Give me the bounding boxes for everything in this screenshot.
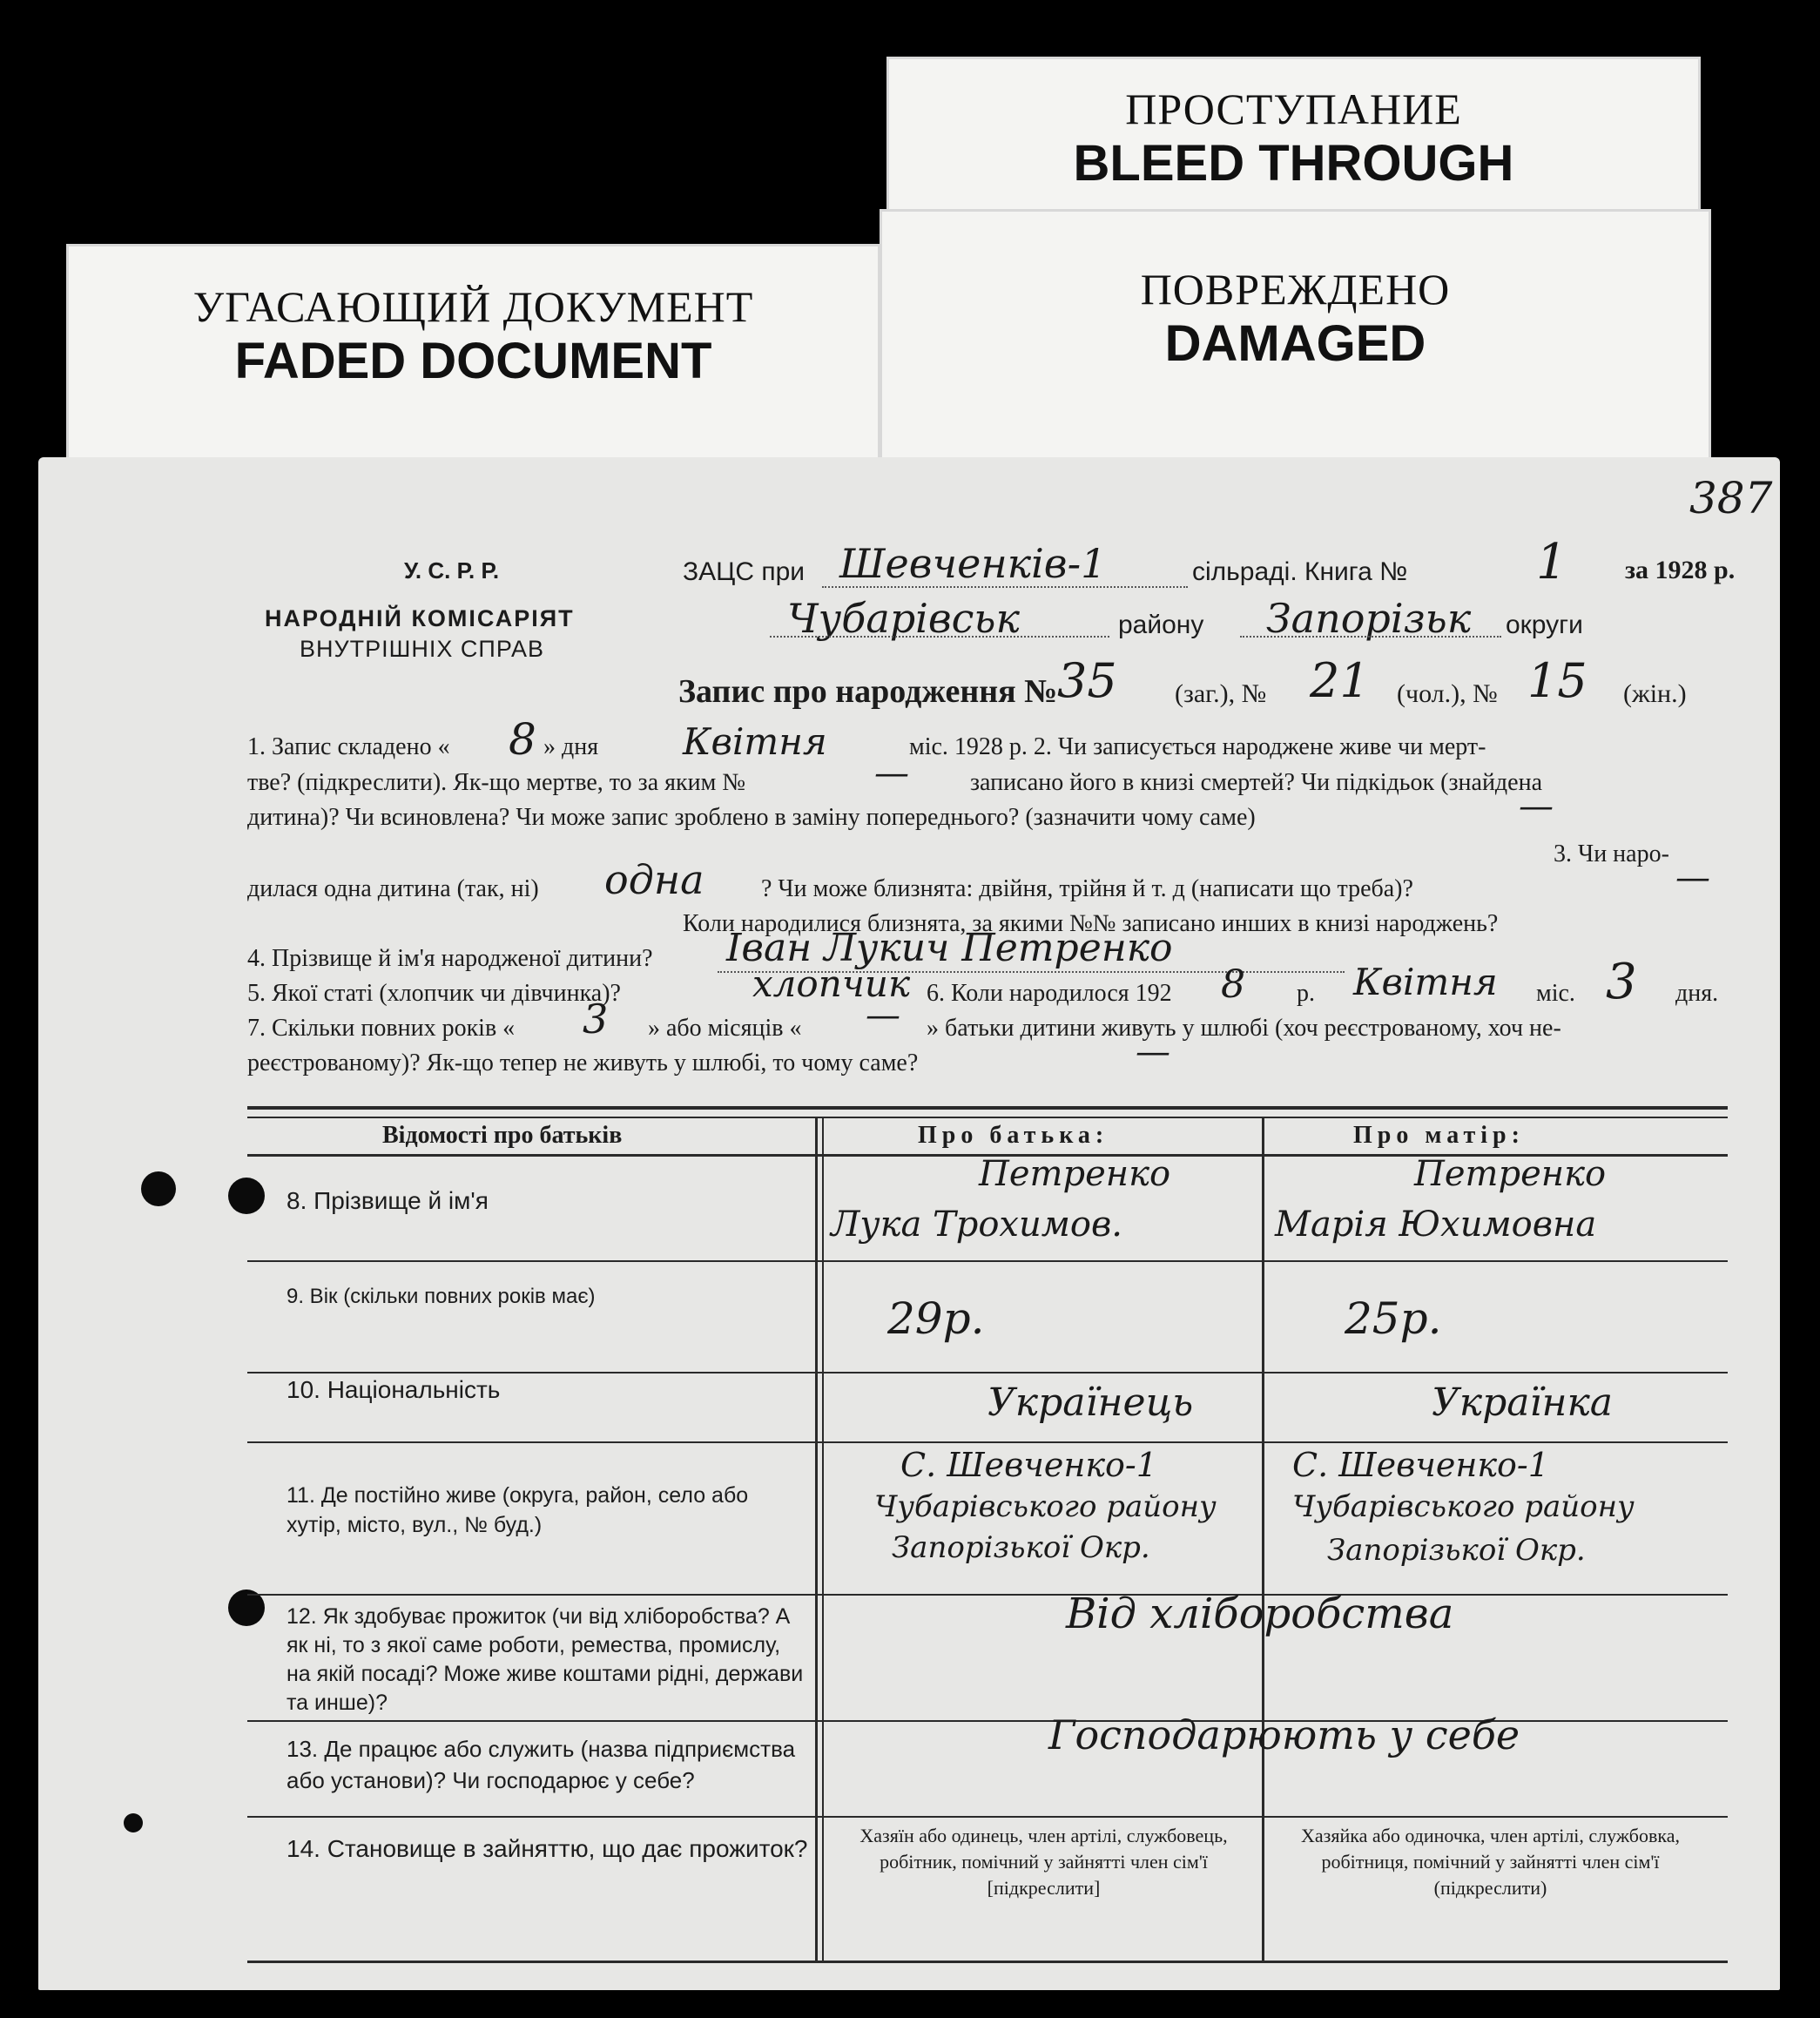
q7-line2: реєстрованому)? Як-що тепер не живуть у шлюбі, то чому саме?	[247, 1049, 919, 1076]
table-header-parents: Відомості про батьків	[382, 1122, 623, 1149]
row11-father-line2: Чубарівського району	[874, 1489, 1217, 1524]
row11-father-line3: Запорізької Окр.	[892, 1530, 1150, 1565]
q3-text-b: ? Чи може близнята: двійня, трійня й т. д (написати що треба)?	[761, 875, 1413, 902]
state-name: У. С. Р. Р.	[404, 557, 500, 584]
table-header-mother: Про матір:	[1353, 1122, 1525, 1149]
q7-text-b: » або місяців «	[648, 1015, 802, 1042]
zags-dots	[822, 586, 1188, 588]
row11-mother-line3: Запорізької Окр.	[1327, 1533, 1586, 1568]
faded-document-label	[66, 244, 880, 479]
q1-text-c: міс. 1928 р. 2. Чи записується народжене живе чи мерт-	[909, 733, 1486, 760]
year-label: за 1928 р.	[1625, 556, 1736, 584]
q6-text: 6. Коли народилося 192	[927, 980, 1172, 1007]
q3-value: одна	[604, 856, 704, 903]
row9-mother-age: 25р.	[1345, 1293, 1442, 1344]
q1-line3-dash: —	[1519, 786, 1554, 827]
row14-father-options: Хазяїн або одинець, член артілі, службовець, робітник, помічний у зайнятті член сім'ї [підкреслити]	[859, 1825, 1228, 1899]
row-divider	[247, 1816, 1728, 1818]
punch-hole	[141, 1171, 176, 1206]
q3-line2: Коли народилися близнята, за якими №№ записано инших в книзі народжень?	[683, 910, 1499, 937]
row-divider	[247, 1594, 1728, 1596]
record-title: Запис про народження №	[678, 673, 1058, 710]
damaged-ru: ПОВРЕЖДЕНО	[1140, 265, 1451, 314]
q6-day: 3	[1606, 954, 1637, 1010]
page-number: 387	[1689, 473, 1773, 523]
row14-label: 14. Становище в зайняттю, що дає прожиток?	[286, 1835, 808, 1862]
bleed-through-ru: ПРОСТУПАНИЕ	[1125, 84, 1462, 133]
q1-line2: тве? (підкреслити). Як-що мертве, то за яким №	[247, 769, 746, 796]
okruha-label: округи	[1506, 611, 1583, 639]
row10-mother-nationality: Українка	[1432, 1380, 1614, 1425]
q1-day: 8	[509, 714, 536, 765]
row13-label: 13. Де працює або служить (назва підприємства або установи)? Чи господарює у себе?	[286, 1736, 796, 1793]
table-col-divider-1	[815, 1117, 818, 1961]
q7-text: 7. Скільки повних років «	[247, 1015, 516, 1042]
row9-father-age: 29р.	[887, 1293, 985, 1344]
q1-line2-b: записано його в книзі смертей? Чи підкідьок (знайдена	[970, 769, 1543, 796]
row11-mother-line1: С. Шевченко-1	[1292, 1446, 1549, 1484]
q5-text: 5. Якої статі (хлопчик чи дівчинка)?	[247, 980, 621, 1007]
row11-label: 11. Де постійно живе (округа, район, село або хутір, місто, вул., № буд.)	[286, 1483, 749, 1537]
district-dots	[770, 636, 1109, 638]
q6-r: р.	[1297, 980, 1315, 1007]
zags-value: Шевченків-1	[839, 540, 1107, 587]
row10-father-nationality: Українець	[988, 1380, 1194, 1425]
table-header-father: Про батька:	[918, 1122, 1109, 1149]
row-divider	[247, 1372, 1728, 1373]
row14-mother-options: Хазяйка або одиночка, член артілі, службовка, робітниця, помічний у зайнятті член сім'ї (підкреслити)	[1301, 1825, 1680, 1899]
book-number: 1	[1536, 534, 1567, 591]
q3-text-a: 3. Чи наро-	[1554, 840, 1669, 867]
q1-text-b: » дня	[543, 733, 599, 760]
record-female-number: 15	[1527, 653, 1587, 708]
q6-month: Квітня	[1353, 961, 1498, 1003]
q7-months: —	[866, 996, 900, 1036]
q5-value: хлопчик	[752, 962, 911, 1005]
birth-record-sheet	[38, 457, 1780, 1990]
q1-line2-dash: —	[874, 753, 909, 793]
row10-label: 10. Національність	[286, 1376, 501, 1403]
q3-line: дилася одна дитина (так, ні)	[247, 875, 539, 902]
table-col-divider-1b	[822, 1117, 824, 1961]
row-divider	[247, 1441, 1728, 1443]
row8-mother-name: Марія Юхимовна	[1275, 1205, 1597, 1245]
district-label: району	[1118, 611, 1204, 639]
q6-mis: міс.	[1536, 980, 1575, 1007]
table-bottom-rule	[247, 1961, 1728, 1963]
record-total-suffix: (заг.), №	[1175, 679, 1267, 708]
q7-years: 3	[583, 996, 609, 1043]
q7-dash: —	[1136, 1032, 1170, 1072]
row8-label: 8. Прізвище й ім'я	[286, 1187, 489, 1214]
table-top-rule	[247, 1106, 1728, 1110]
table-col-divider-2	[1262, 1117, 1264, 1961]
record-female-suffix: (жін.)	[1623, 679, 1687, 708]
row12-label: 12. Як здобуває прожиток (чи від хліборобства? А як ні, то з якої саме роботи, ремества, промислу, на якій посаді? Може живе коштами рідні, держави та инше)?	[286, 1604, 804, 1715]
council-label: сільраді. Книга №	[1192, 557, 1408, 586]
row8-father-surname: Петренко	[979, 1154, 1171, 1194]
row12-occupation: Від хліборобства	[1066, 1589, 1454, 1638]
bleed-through-en: BLEED THROUGH	[1073, 135, 1514, 192]
row8-father-name: Лука Трохимов.	[831, 1205, 1122, 1245]
punch-hole	[124, 1813, 143, 1832]
row-divider	[247, 1260, 1728, 1262]
row8-mother-surname: Петренко	[1414, 1154, 1607, 1194]
damaged-label	[880, 209, 1711, 470]
ministry-line2: ВНУТРІШНІХ СПРАВ	[300, 636, 545, 662]
q6-year: 8	[1221, 962, 1245, 1007]
row13-workplace: Господарюють у себе	[1048, 1711, 1520, 1758]
q7-text-c: » батьки дитини живуть у шлюбі (хоч реєстрованому, хоч не-	[927, 1015, 1561, 1042]
faded-document-en: FADED DOCUMENT	[234, 333, 712, 389]
okruha-value: Запорізьк	[1266, 595, 1472, 642]
ministry-line1: НАРОДНІЙ КОМІСАРІЯТ	[265, 605, 575, 631]
q4-text: 4. Прізвище й ім'я народженої дитини?	[247, 945, 653, 972]
q1-line3: дитина)? Чи всиновлена? Чи може запис зроблено в заміну попереднього? (зазначити чому саме)	[247, 804, 1256, 831]
faded-document-ru: УГАСАЮЩИЙ ДОКУМЕНТ	[192, 282, 754, 331]
district-value: Чубарівськ	[787, 595, 1020, 642]
damaged-en: DAMAGED	[1164, 315, 1426, 372]
record-total-number: 35	[1057, 653, 1117, 708]
q1-month: Квітня	[683, 720, 827, 763]
row11-father-line1: С. Шевченко-1	[900, 1446, 1157, 1484]
q4-value: Іван Лукич Петренко	[726, 926, 1173, 970]
zags-label: ЗАЦС при	[683, 557, 806, 586]
q1-text-a: 1. Запис складено «	[247, 733, 450, 760]
row9-label: 9. Вік (скільки повних років має)	[286, 1285, 596, 1308]
q6-dnia: дня.	[1675, 980, 1719, 1007]
punch-hole	[228, 1178, 265, 1214]
record-male-number: 21	[1310, 653, 1370, 708]
okruha-dots	[1240, 636, 1501, 638]
q3-dash: —	[1675, 858, 1710, 898]
table-top-rule-2	[247, 1117, 1728, 1118]
record-male-suffix: (чол.), №	[1397, 679, 1498, 708]
row11-mother-line2: Чубарівського району	[1292, 1489, 1635, 1524]
